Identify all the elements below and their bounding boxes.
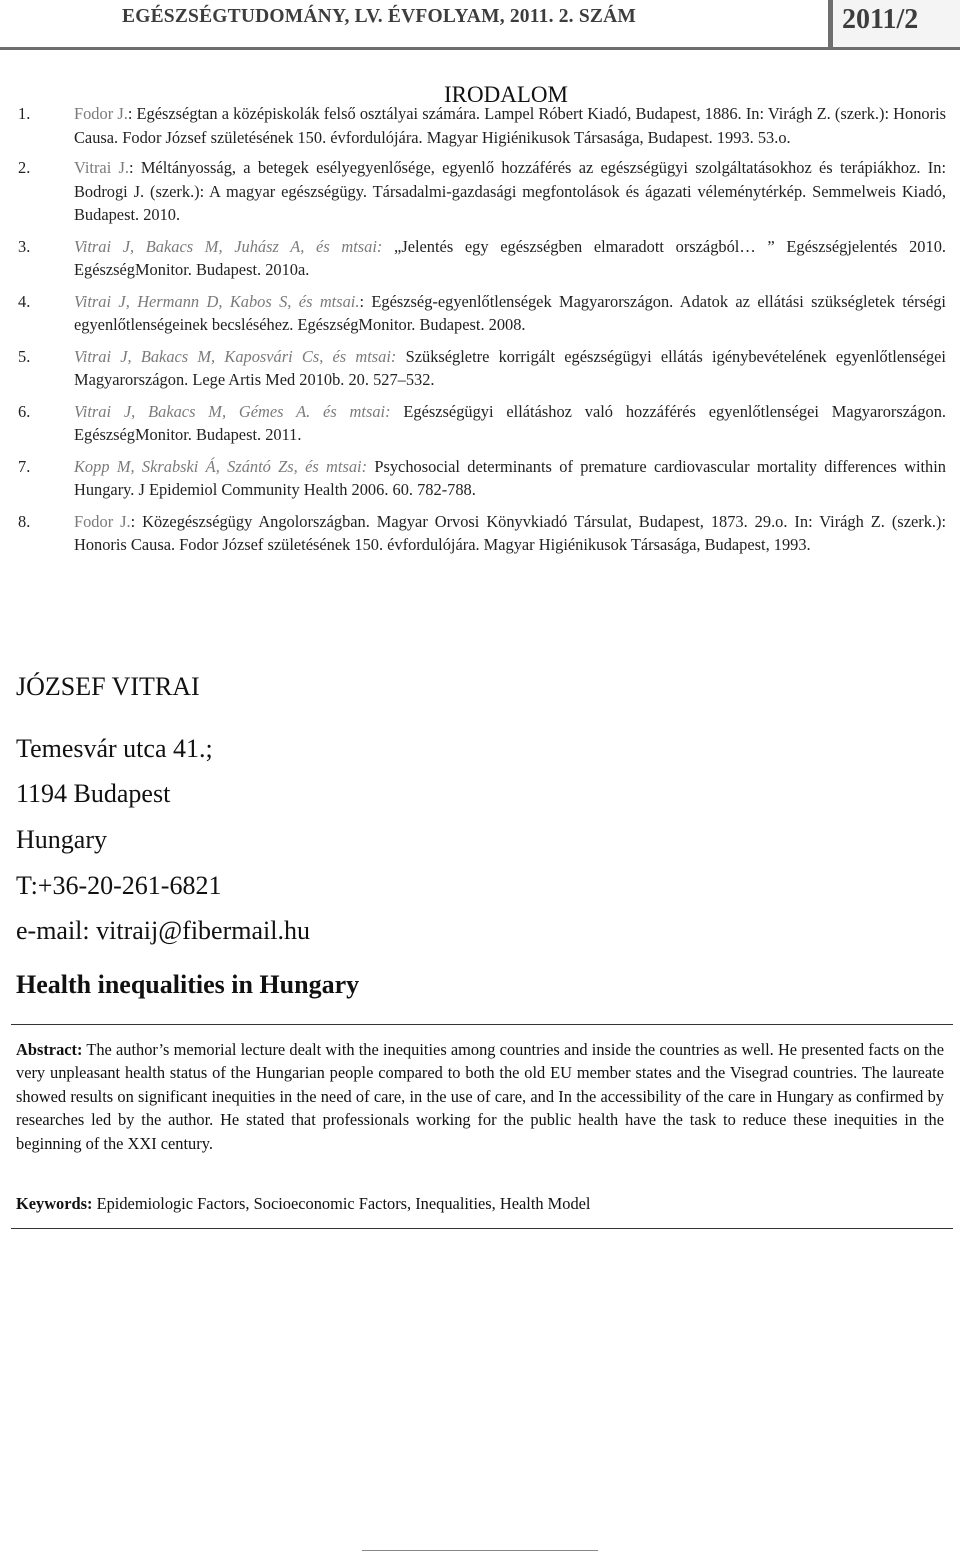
reference-number: 2.: [18, 158, 31, 177]
reference-authors: Vitrai J, Hermann D, Kabos S, és mtsai.: [74, 291, 360, 311]
author-country: Hungary: [16, 825, 107, 854]
header-rule: [0, 47, 960, 50]
references-title: IRODALOM: [444, 82, 568, 107]
journal-title: EGÉSZSÉGTUDOMÁNY, LV. ÉVFOLYAM, 2011. 2. SZÁM: [122, 6, 636, 27]
author-street: Temesvár utca 41.;: [16, 734, 213, 763]
reference-item: [18, 510, 946, 557]
reference-item: [18, 156, 946, 227]
reference-item: [18, 235, 946, 282]
title-divider: [11, 1024, 953, 1025]
reference-number: 7.: [18, 456, 31, 476]
author-name: JÓZSEF VITRAI: [16, 672, 200, 701]
reference-item: [18, 400, 946, 447]
abstract-divider: [11, 1228, 953, 1229]
reference-text: Psychosocial determinants of premature cardiovascular mortality differences within Hungary. J Epidemiol Community Health 2006. 60. 782-788.: [74, 456, 946, 499]
reference-number: 1.: [18, 104, 31, 123]
reference-text: : Egészségtan a középiskolák felső osztályai számára. Lampel Róbert Kiadó, Budapest, 1886. In: Virágh Z. (szerk.): Honoris Causa. Fodor József születésének 150. évfordulójára. Magyar Higiénikusok Társasága, Budapest. 1993. 53.o.: [74, 104, 946, 147]
reference-number: 6.: [18, 401, 31, 421]
reference-authors: Fodor J.: [74, 511, 131, 531]
reference-item: [18, 290, 946, 337]
reference-authors: Vitrai J, Bakacs M, Kaposvári Cs, és mtsai:: [74, 346, 397, 366]
reference-number: 8.: [18, 511, 31, 531]
reference-authors: Vitrai J, Bakacs M, Gémes A. és mtsai:: [74, 401, 391, 421]
issue-number: 2011/2: [842, 4, 919, 35]
author-city: 1194 Budapest: [16, 779, 171, 808]
reference-number: 5.: [18, 346, 31, 366]
reference-item: [18, 102, 946, 149]
keywords-text: Epidemiologic Factors, Socioeconomic Factors, Inequalities, Health Model: [92, 1194, 591, 1213]
reference-text: „Jelentés egy egészségben elmaradott országból… ” Egészségjelentés 2010. EgészségMonitor. Budapest. 2010a.: [74, 236, 946, 279]
reference-text: : Méltányosság, a betegek esélyegyenlősége, egyenlő hozzáférés az egészségügyi szolgáltatásokhoz és terápiákhoz. In: Bodrogi J. (szerk.): A magyar egészségügy. Társadalmi-gazdasági megfontolások és ágazati véleménytérkép. Semmelweis Kiadó, Budapest. 2010.: [74, 158, 946, 224]
keywords: [16, 1192, 944, 1215]
reference-item: [18, 455, 946, 502]
page-header: [0, 0, 960, 50]
reference-authors: Vitrai J, Bakacs M, Juhász A, és mtsai:: [74, 236, 383, 256]
reference-authors: Vitrai J.: [74, 158, 130, 177]
abstract: [16, 1038, 944, 1155]
reference-authors: Kopp M, Skrabski Á, Szántó Zs, és mtsai:: [74, 456, 368, 476]
reference-number: 3.: [18, 236, 31, 256]
reference-authors: Fodor J.: [74, 104, 128, 123]
reference-text: : Közegészségügy Angolországban. Magyar Orvosi Könyvkiadó Társulat, Budapest, 1873. 29.o. In: Virágh Z. (szerk.): Honoris Causa. Fodor József születésének 150. évfordulójára. Magyar Higiénikusok Társasága, Budapest, 1993.: [74, 511, 947, 554]
reference-list: [18, 102, 946, 557]
reference-number: 4.: [18, 291, 31, 311]
reference-text: Szükségletre korrigált egészségügyi ellátás igénybevételének egyenlőtlenségei Magyarországon. Lege Artis Med 2010b. 20. 527–532.: [74, 346, 946, 389]
footer-rule: [362, 1550, 598, 1551]
reference-text: Egészségügyi ellátáshoz való hozzáférés egyenlőtlenségei Magyarországon. EgészségMonitor. Budapest. 2011.: [74, 401, 947, 444]
keywords-label: Keywords:: [16, 1194, 93, 1213]
abstract-label: Abstract:: [16, 1040, 83, 1059]
reference-item: [18, 345, 946, 392]
author-email[interactable]: e-mail: vitraij@fibermail.hu: [16, 916, 310, 945]
abstract-text: The author’s memorial lecture dealt with the inequities among countries and inside the countries as well. He presented facts on the very unpleasant health status of the Hungarian people compared to both the old EU member states and the Visegrad countries. The laureate showed results on significant inequities in the need of care, in the use of care, and In the accessibility of the care in Hungary as confirmed by researches led by the author. He stated that professionals working for the public health have the task to reduce these inequities in the beginning of the XXI century.: [16, 1040, 944, 1153]
reference-text: : Egészség-egyenlőtlenségek Magyarországon. Adatok az ellátási szükségletek térségi egyenlőtlenségeinek becsléséhez. EgészségMonitor. Budapest. 2008.: [74, 291, 946, 334]
author-phone: T:+36-20-261-6821: [16, 871, 222, 900]
english-title: Health inequalities in Hungary: [16, 970, 360, 999]
